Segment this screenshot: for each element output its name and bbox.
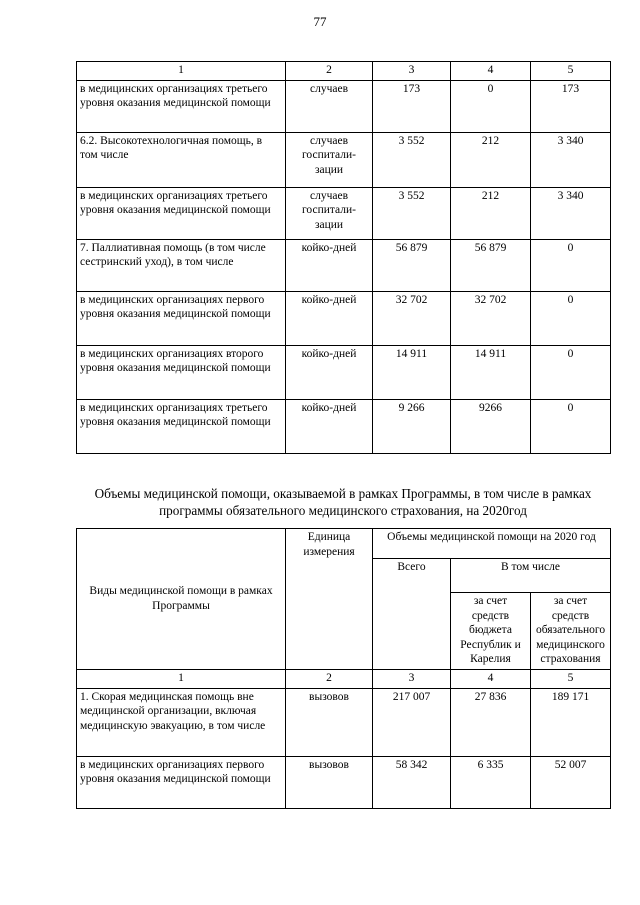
row-value: 27 836: [451, 688, 531, 756]
table-row: [77, 399, 611, 453]
row-value: 0: [531, 345, 611, 399]
row-value: 0: [531, 239, 611, 291]
page-number: 77: [313, 14, 327, 29]
row-unit: вызовов: [286, 756, 373, 808]
row-value: 58 342: [373, 756, 451, 808]
column-number: 1: [77, 670, 286, 689]
row-value: 3 340: [531, 187, 611, 239]
row-value: 212: [451, 132, 531, 187]
row-unit: случаев госпитали-зации: [286, 187, 373, 239]
section-title: Объемы медицинской помощи, оказываемой в рамках Программы, в том числе в рамках программы обязательного медицинского страхования, на 2020год: [94, 486, 592, 518]
row-unit: койко-дней: [286, 345, 373, 399]
table-row: [77, 345, 611, 399]
row-value: 217 007: [373, 688, 451, 756]
row-value: 173: [531, 80, 611, 132]
row-value: 52 007: [531, 756, 611, 808]
table-row: [77, 187, 611, 239]
row-value: 6 335: [451, 756, 531, 808]
row-unit: койко-дней: [286, 291, 373, 345]
row-value: 3 340: [531, 132, 611, 187]
continuation-table: [76, 61, 611, 454]
row-value: 56 879: [451, 239, 531, 291]
column-number: 5: [531, 670, 611, 689]
table-row: [77, 80, 611, 132]
row-value: 0: [451, 80, 531, 132]
header-oms: за счет средств обязательного медицинского страхования: [531, 593, 611, 670]
row-value: 56 879: [373, 239, 451, 291]
column-number: 4: [451, 670, 531, 689]
volumes-table: [76, 528, 611, 809]
table-row: [77, 291, 611, 345]
header-budget: за счет средств бюджета Республик и Карелия: [451, 593, 531, 670]
row-value: 189 171: [531, 688, 611, 756]
row-value: 9 266: [373, 399, 451, 453]
row-name: в медицинских организациях первого уровня оказания медицинской помощи: [77, 291, 286, 345]
header-total: Всего: [373, 559, 451, 670]
row-value: 14 911: [373, 345, 451, 399]
row-name: в медицинских организациях третьего уровня оказания медицинской помощи: [77, 80, 286, 132]
header-including: В том числе: [451, 559, 611, 593]
row-value: 32 702: [451, 291, 531, 345]
column-number: 3: [373, 670, 451, 689]
table-header-row: [77, 529, 611, 559]
row-name: в медицинских организациях первого уровня оказания медицинской помощи: [77, 756, 286, 808]
table-row: [77, 132, 611, 187]
row-name: в медицинских организациях второго уровня оказания медицинской помощи: [77, 345, 286, 399]
row-name: в медицинских организациях третьего уровня оказания медицинской помощи: [77, 187, 286, 239]
row-unit: койко-дней: [286, 239, 373, 291]
row-value: 3 552: [373, 132, 451, 187]
table-row: [77, 688, 611, 756]
row-value: 14 911: [451, 345, 531, 399]
column-number: 3: [373, 62, 451, 81]
row-value: 3 552: [373, 187, 451, 239]
row-name: 6.2. Высокотехнологичная помощь, в том числе: [77, 132, 286, 187]
header-unit: Единица измерения: [286, 529, 373, 670]
row-unit: койко-дней: [286, 399, 373, 453]
row-value: 32 702: [373, 291, 451, 345]
row-value: 212: [451, 187, 531, 239]
column-number: 1: [77, 62, 286, 81]
header-types: [77, 529, 286, 670]
row-value: 0: [531, 399, 611, 453]
row-name: 7. Паллиативная помощь (в том числе сестринский уход), в том числе: [77, 239, 286, 291]
column-number: 5: [531, 62, 611, 81]
table-header-row: [77, 62, 611, 81]
row-name: в медицинских организациях третьего уровня оказания медицинской помощи: [77, 399, 286, 453]
table-number-row: [77, 670, 611, 689]
column-number: 2: [286, 62, 373, 81]
row-value: 9266: [451, 399, 531, 453]
row-unit: случаев: [286, 80, 373, 132]
row-unit: случаев госпитали-зации: [286, 132, 373, 187]
row-value: 173: [373, 80, 451, 132]
row-value: 0: [531, 291, 611, 345]
row-unit: вызовов: [286, 688, 373, 756]
row-name: 1. Скорая медицинская помощь вне медицинской организации, включая медицинскую эвакуацию, в том числе: [77, 688, 286, 756]
table-row: [77, 239, 611, 291]
header-types-label: Виды медицинской помощи в рамках Программы: [89, 585, 273, 612]
table-row: [77, 756, 611, 808]
column-number: 4: [451, 62, 531, 81]
header-volumes: Объемы медицинской помощи на 2020 год: [373, 529, 611, 559]
column-number: 2: [286, 670, 373, 689]
